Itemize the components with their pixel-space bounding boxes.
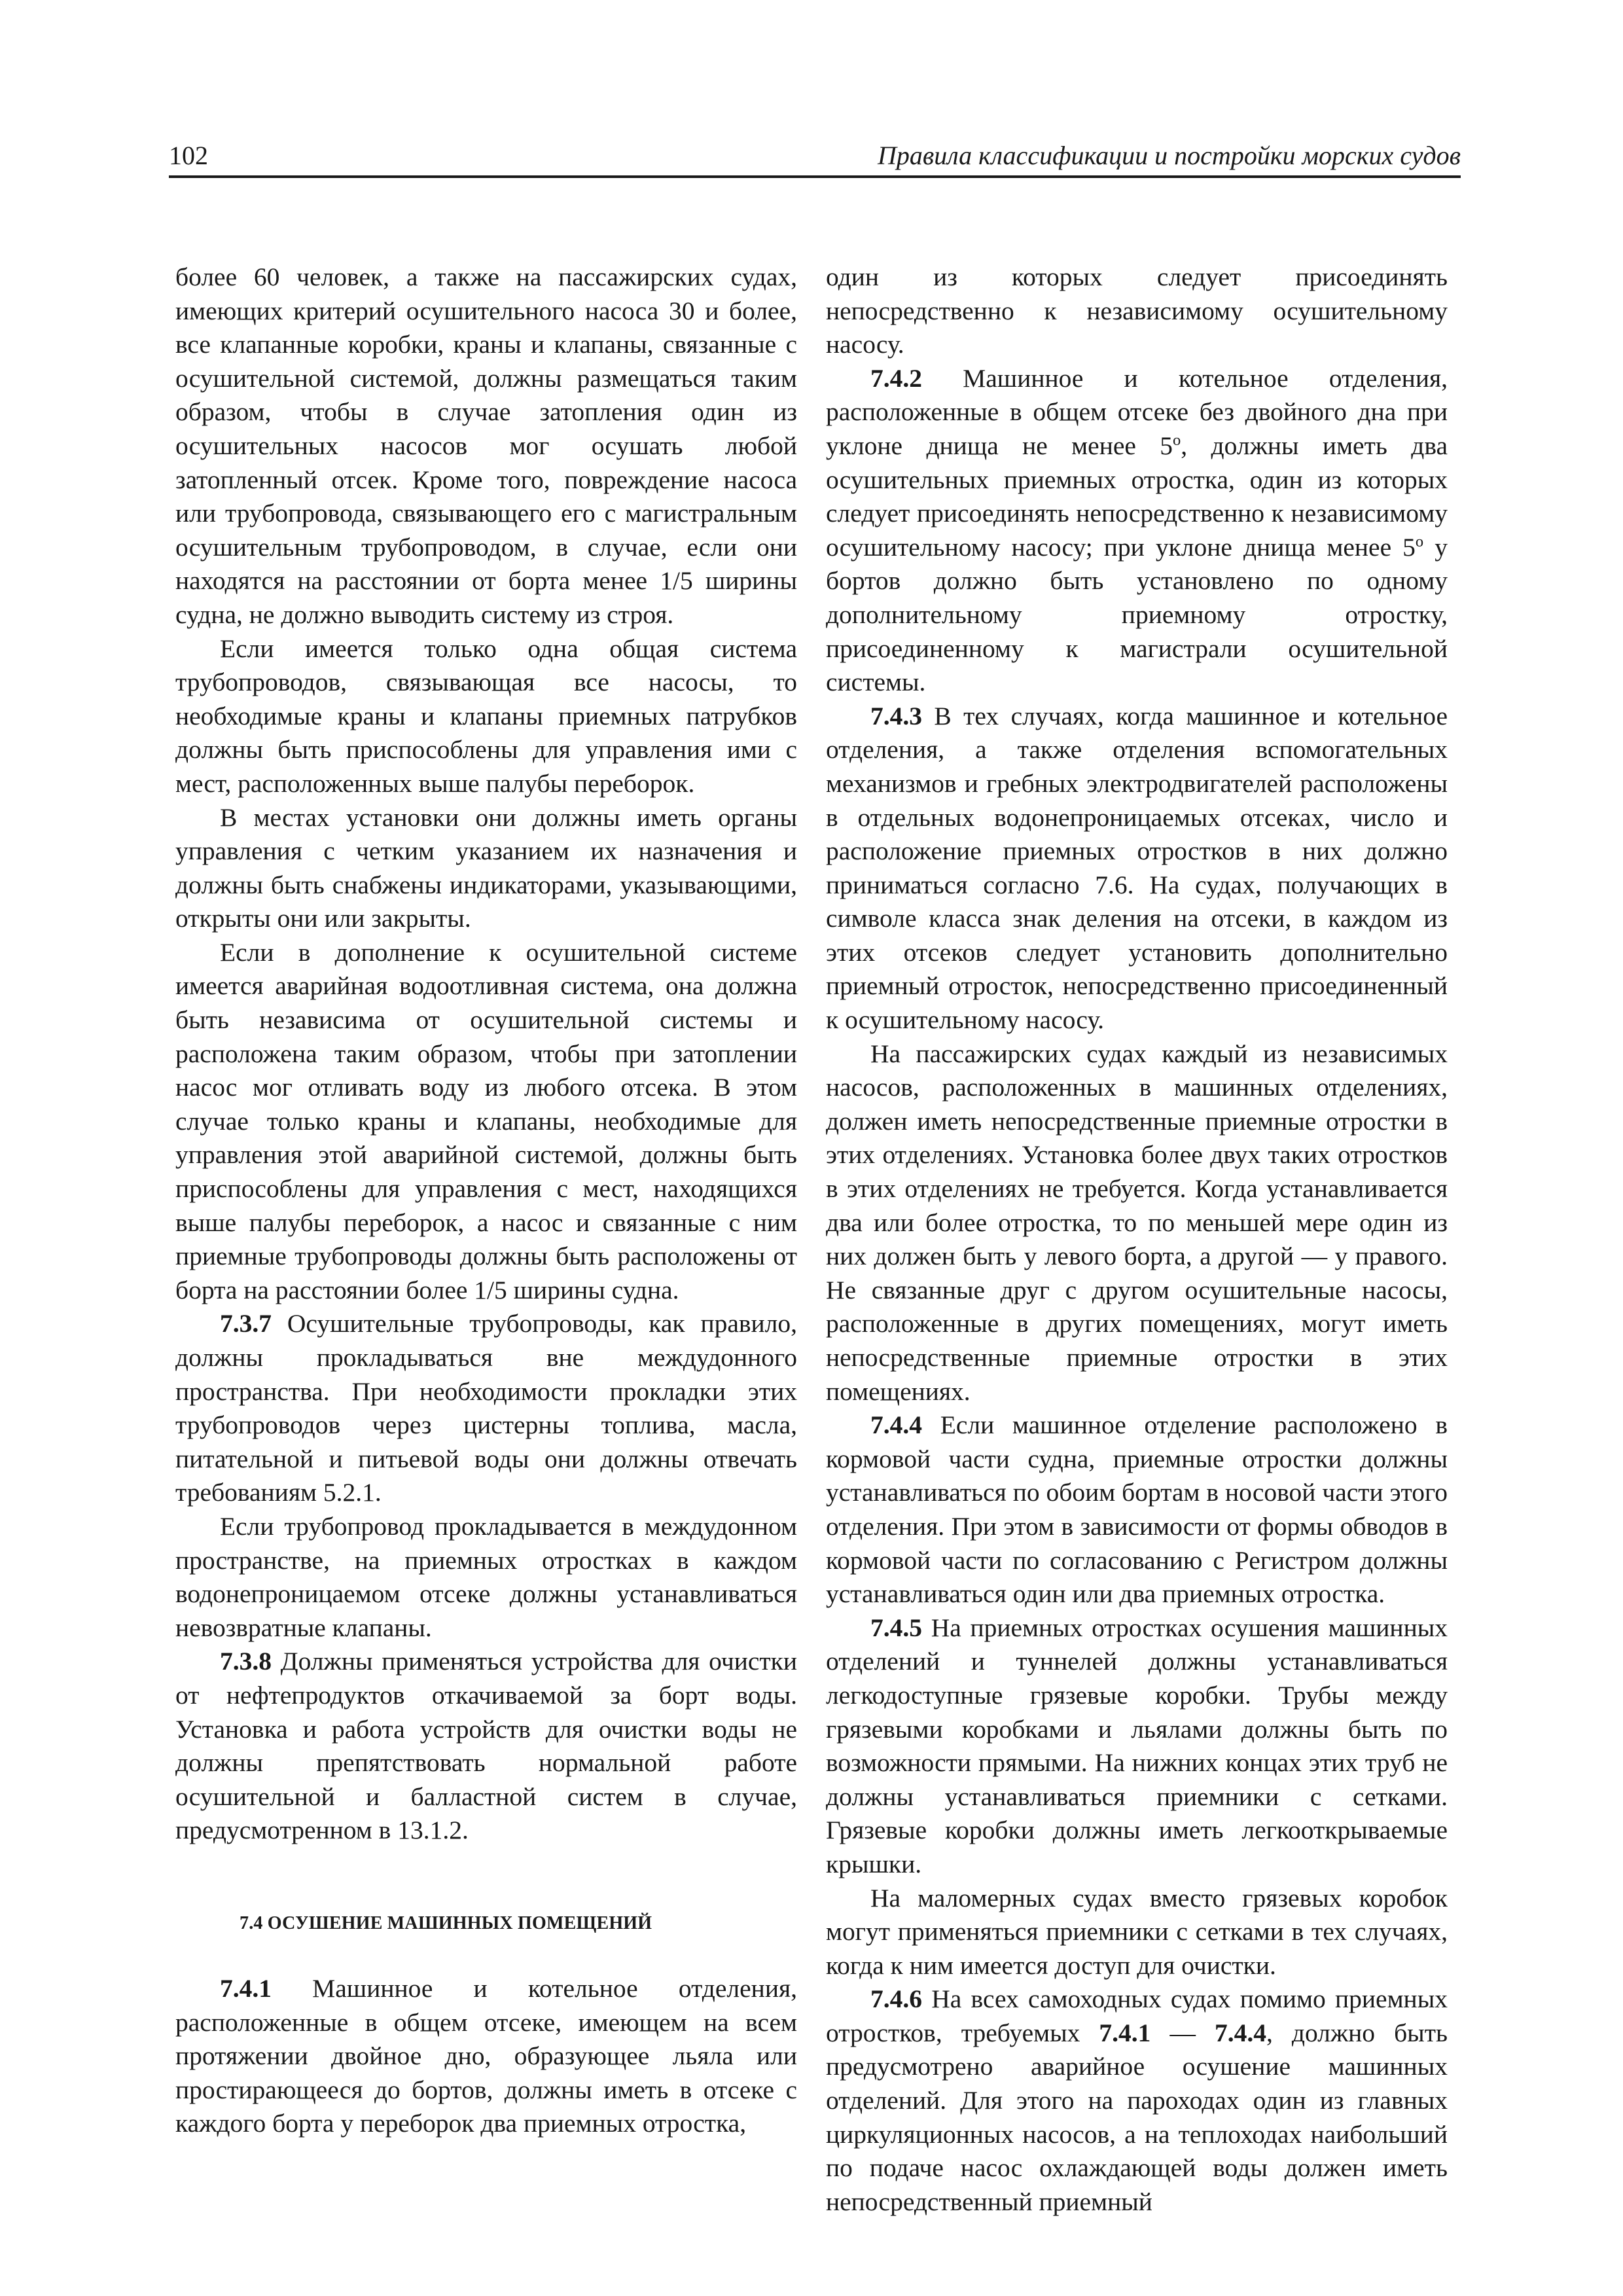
paragraph-7-4-1 <box>175 1972 797 2141</box>
paragraph: На маломерных судах вместо грязевых коробок могут применяться приемники с сетками в тех случаях, когда к ним имеется доступ для очистки. <box>826 1883 1448 1980</box>
paragraph: На пассажирских судах каждый из независимых насосов, расположенных в машинных отделениях, должен иметь непосредственные приемные отростки в этих отделениях. Установка более двух таких отростков в этих отделениях не требуется. Когда устанавливается два или более отростка, то по меньшей мере один из них должен быть у левого борта, а другой — у правого. Не связанные друг с другом осушительные насосы, расположенные в других помещениях, могут иметь непосредственные приемные отростки в этих помещениях. <box>826 1039 1448 1406</box>
clause-text: Машинное и котельное отделения, расположенные в общем отсеке, имеющем на всем протяжении двойное дно, образующее льяла или простирающееся до бортов, должны иметь в отсеке с каждого борта у переборок два приемных отростка, <box>175 1973 797 2138</box>
clause-reference: 7.4.4 <box>1214 2018 1266 2047</box>
paragraph: В местах установки они должны иметь органы управления с четким указанием их назначения и должны быть снабжены индикаторами, указывающими, открыты они или закрыты. <box>175 802 797 933</box>
page-number: 102 <box>169 141 208 170</box>
paragraph: Если в дополнение к осушительной системе имеется аварийная водоотливная система, она должна быть независима от осушительной системы и расположена таким образом, чтобы при затоплении насос мог отливать воду из любого отсека. В этом случае только краны и клапаны, необходимые для управления этой аварийной системой, должны быть приспособлены для управления с мест, находящихся выше палубы переборок, а насос и связанные с ним приемные трубопроводы должны быть расположены от борта на расстоянии более 1/5 ширины судна. <box>175 937 797 1304</box>
paragraph: один из которых следует присоединять непосредственно к независимому осушительному насосу. <box>826 262 1448 359</box>
clause-text: , должны иметь два осушительных приемных отростка, один из которых следует присоединять непосредственно к независимому осушительному насосу; при уклоне днища менее 5 <box>826 431 1448 562</box>
clause-text: Если машинное отделение расположено в кормовой части судна, приемные отростки должны устанавливаться по обоим бортам в носовой части этого отделения. При этом в зависимости от формы обводов в кормовой части по согласованию с Регистром должны устанавливаться один или два приемных отростка. <box>826 1410 1448 1609</box>
paragraph-7-4-6 <box>826 1982 1448 2219</box>
paragraph-7-4-2 <box>826 362 1448 700</box>
left-column <box>175 260 797 2141</box>
clause-text: Осушительные трубопроводы, как правило, должны прокладываться вне междудонного пространства. При необходимости прокладки этих трубопроводов через цистерны топлива, масла, питательной и питьевой воды они должны отвечать требованиям 5.2.1. <box>175 1309 797 1507</box>
paragraph: более 60 человек, а также на пассажирских судах, имеющих критерий осушительного насоса 30 и более, все клапанные коробки, краны и клапаны, связанные с осушительной системой, должны размещаться таким образом, чтобы в случае затопления один из осушительных насосов мог осушать любой затопленный отсек. Кроме того, повреждение насоса или трубопровода, связывающего его с магистральным осушительным трубопроводом, в случае, если они находятся на расстоянии от борта менее 1/5 ширины судна, не должно выводить систему из строя. <box>175 262 797 629</box>
paragraph-7-4-5 <box>826 1611 1448 1882</box>
header-rule <box>169 175 1461 178</box>
clause-text: Должны применяться устройства для очистки от нефтепродуктов откачиваемой за борт воды. Установка и работа устройств для очистки воды не должны препятствовать нормальной работе осушительной и балластной систем в случае, предусмотренном в 13.1.2. <box>175 1647 797 1845</box>
clause-number: 7.4.4 <box>870 1410 922 1440</box>
paragraph: Если трубопровод прокладывается в междудонном пространстве, на приемных отростках в каждом водонепроницаемом отсеке должны устанавливаться невозвратные клапаны. <box>175 1511 797 1642</box>
paragraph: Если имеется только одна общая система трубопроводов, связывающая все насосы, то необходимые краны и клапаны приемных патрубков должны быть приспособлены для управления ими с мест, расположенных выше палубы переборок. <box>175 634 797 798</box>
paragraph-7-3-7 <box>175 1307 797 1510</box>
clause-text: На приемных отростках осушения машинных отделений и туннелей должны устанавливаться легкодоступные грязевые коробки. Трубы между грязевыми коробками и льялами должны быть по возможности прямыми. На нижних концах этих труб не должны устанавливаться приемники с сетками. Грязевые коробки должны иметь легкооткрываемые крышки. <box>826 1613 1448 1878</box>
degree-sign: о <box>1415 532 1424 550</box>
degree-sign: o <box>1173 431 1181 449</box>
clause-number: 7.4.3 <box>870 701 922 730</box>
clause-number: 7.4.5 <box>870 1613 922 1642</box>
clause-number: 7.4.1 <box>220 1973 272 2003</box>
section-heading: 7.4 ОСУШЕНИЕ МАШИННЫХ ПОМЕЩЕНИЙ <box>240 1912 652 1933</box>
clause-number: 7.3.7 <box>220 1309 272 1338</box>
clause-text: В тех случаях, когда машинное и котельное отделения, а также отделения вспомогательных механизмов и гребных электродвигателей расположены в отдельных водонепроницаемых отсеках, число и расположение приемных отростков в них должно приниматься согласно 7.6. На судах, получающих в символе класса знак деления на отсеки, в каждом из этих отсеков следует установить дополнительно приемный отросток, непосредственно присоединенный к осушительному насосу. <box>826 701 1448 1035</box>
clause-text: Машинное и котельное отделения, расположенные в общем отсеке без двойного дна при уклоне днища не менее 5 <box>826 363 1448 460</box>
clause-text: — <box>1150 2018 1215 2047</box>
clause-number: 7.4.2 <box>870 363 922 393</box>
clause-text: На всех самоходных судах помимо приемных отростков, требуемых <box>826 1984 1448 2047</box>
paragraph-7-3-8 <box>175 1645 797 1848</box>
right-column <box>826 260 1448 2219</box>
clause-number: 7.4.6 <box>870 1984 922 2014</box>
clause-number: 7.3.8 <box>220 1647 272 1676</box>
paragraph-7-4-4 <box>826 1408 1448 1611</box>
clause-text: у бортов должно быть установлено по одному дополнительному приемному отростку, присоединенному к магистрали осушительной системы. <box>826 532 1448 697</box>
paragraph-7-4-3 <box>826 700 1448 1037</box>
clause-text: , должно быть предусмотрено аварийное осушение машинных отделений. Для этого на пароходах один из главных циркуляционных насосов, а на теплоходах наибольший по подаче насос охлаждающей воды должен иметь непосредственный приемный <box>826 2018 1448 2216</box>
running-title: Правила классификации и постройки морских судов <box>877 141 1461 170</box>
clause-reference: 7.4.1 <box>1099 2018 1151 2047</box>
